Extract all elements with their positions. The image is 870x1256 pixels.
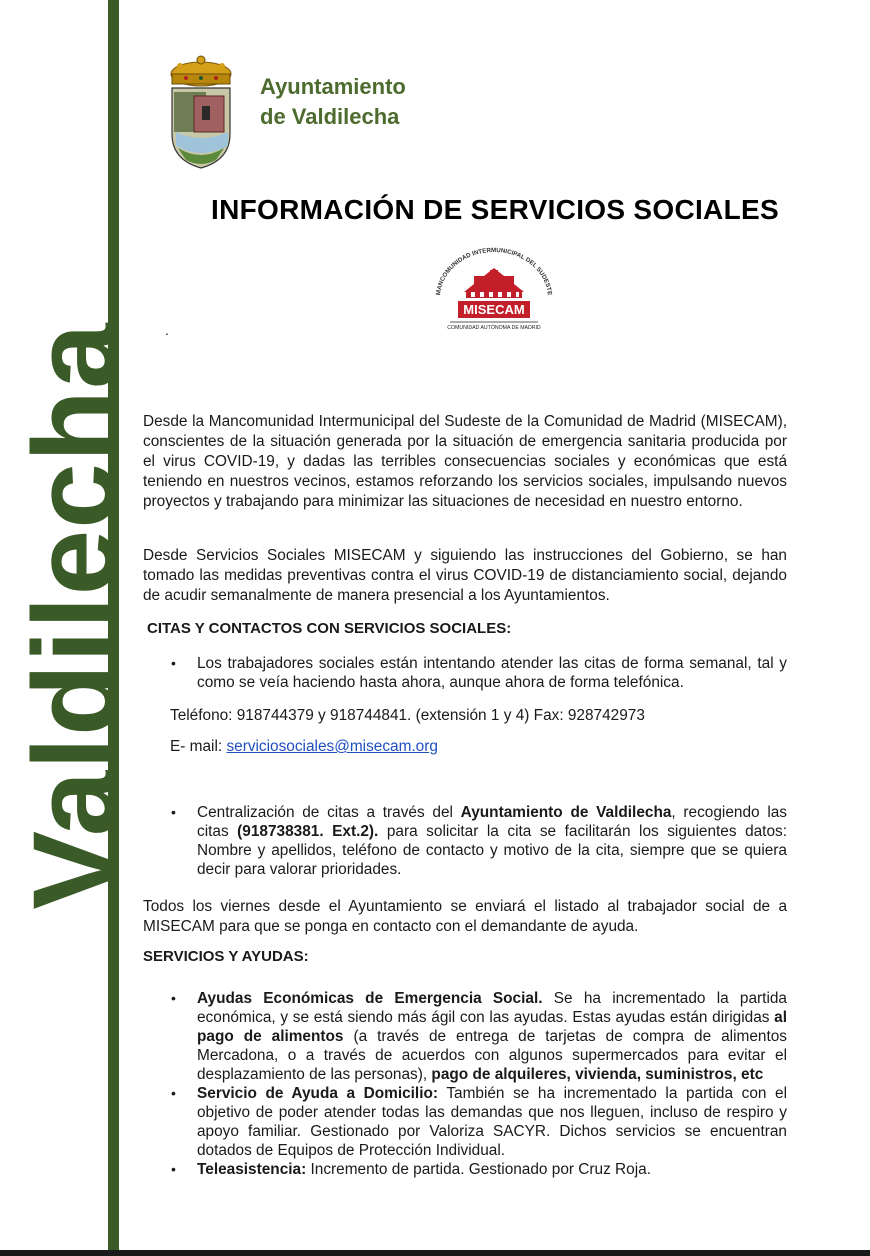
email-link[interactable]: serviciosociales@misecam.org: [226, 738, 438, 755]
intro-paragraph-1: Desde la Mancomunidad Intermunicipal del Sudeste de la Comunidad de Madrid (MISECAM), conscientes de la situación generada por la situación de emergencia sanitaria producida por el virus COVID-19, y dadas las terribles consecuencias sociales y económicas que está teniendo en nuestros vecinos, estamos reforzando los servicios sociales, impulsando nuevos proyectos y trabajando para minimizar las situaciones de necesidad en nuestro entorno.: [143, 413, 787, 510]
email-label: E- mail:: [170, 738, 227, 755]
item3-title: Teleasistencia:: [197, 1161, 307, 1178]
town-line-1: Ayuntamiento: [260, 74, 406, 99]
bullet-icon: •: [171, 1161, 176, 1177]
fridays-paragraph: Todos los viernes desde el Ayuntamiento se enviará el listado al trabajador social de a MISECAM para que se ponga en contacto con el demandante de ayuda.: [143, 898, 787, 935]
servicios-list: [143, 989, 787, 1179]
stray-dot: .: [165, 322, 169, 338]
citas-list-1: [143, 654, 787, 692]
bullet-icon: •: [171, 1085, 176, 1101]
email-line: [170, 738, 438, 756]
town-line-2: de Valdilecha: [260, 104, 400, 129]
item1-title: Ayudas Económicas de Emergencia Social.: [197, 990, 543, 1007]
item1-bold-c: al pago de alimentos: [197, 1009, 787, 1045]
servicios-heading: SERVICIOS Y AYUDAS:: [143, 948, 309, 965]
list-item: [143, 803, 787, 879]
logo-arc-text: MANCOMUNIDAD INTERMUNICIPAL DEL SUDESTE: [435, 246, 553, 296]
phone-line: Teléfono: 918744379 y 918744841. (extensión 1 y 4) Fax: 928742973: [170, 707, 645, 724]
item2-title: Servicio de Ayuda a Domicilio:: [197, 1085, 439, 1102]
item2-text: También se ha incrementado la partida con el objetivo de poder atender todas las demandas que nos lleguen, incluso de respiro y apoyo familiar. Gestionado por Valoriza SACYR. Dichos servicios se encuentran dotados de Equipos de Protección Individual.: [197, 1085, 788, 1159]
logo-subtitle: COMUNIDAD AUTÓNOMA DE MADRID: [447, 325, 541, 331]
municipality-name: [260, 72, 406, 132]
bullet-icon: •: [171, 990, 176, 1006]
logo-name: MISECAM: [463, 302, 525, 317]
page-title: INFORMACIÓN DE SERVICIOS SOCIALES: [211, 194, 779, 225]
coat-of-arms-icon: [166, 52, 236, 170]
item3-text: Incremento de partida. Gestionado por Cruz Roja.: [306, 1161, 651, 1178]
list-item: [143, 1084, 787, 1160]
bullet2-text-c: , recogiendo las citas: [197, 804, 787, 840]
item1-text-b: Se ha incrementado la partida económica, y se está siendo más ágil con las ayudas. Estas ayudas están dirigidas: [197, 990, 787, 1026]
bullet-icon: •: [171, 804, 176, 820]
bullet2-text-a: Centralización de citas a través del: [197, 804, 461, 821]
item1-bold-e: pago de alquileres, vivienda, suministros, etc: [431, 1066, 764, 1083]
bullet2-town: Ayuntamiento de Valdilecha: [460, 804, 672, 821]
sidebar-town-name: Valdilecha: [9, 322, 141, 910]
misecam-logo-icon: [430, 246, 558, 334]
citas-bullet-1-text: Los trabajadores sociales están intentando atender las citas de forma semanal, tal y como se veía haciendo hasta ahora, aunque ahora de forma telefónica.: [197, 655, 787, 691]
list-item: [143, 989, 787, 1084]
list-item: [143, 1160, 787, 1179]
list-item: [143, 654, 787, 692]
citas-heading: CITAS Y CONTACTOS CON SERVICIOS SOCIALES:: [147, 620, 512, 637]
bullet2-phone: (918738381. Ext.2).: [237, 823, 379, 840]
bottom-border: [0, 1250, 870, 1256]
bullet2-text-e: para solicitar la cita se facilitarán los siguientes datos: Nombre y apellidos, teléfono de contacto y motivo de la cita, siempre que se quiera decir para valorar prioridades.: [197, 823, 787, 878]
citas-list-2: [143, 803, 787, 879]
bullet-icon: •: [171, 655, 176, 671]
intro-paragraph-2: Desde Servicios Sociales MISECAM y siguiendo las instrucciones del Gobierno, se han tomado las medidas preventivas contra el virus COVID-19 de distanciamiento social, dejando de acudir semanalmente de manera presencial a los Ayuntamientos.: [143, 547, 787, 604]
item1-text-d: (a través de entrega de tarjetas de compra de alimentos Mercadona, o a través de acuerdos con algunos supermercados para evitar el desplazamiento de las personas),: [197, 1028, 787, 1083]
